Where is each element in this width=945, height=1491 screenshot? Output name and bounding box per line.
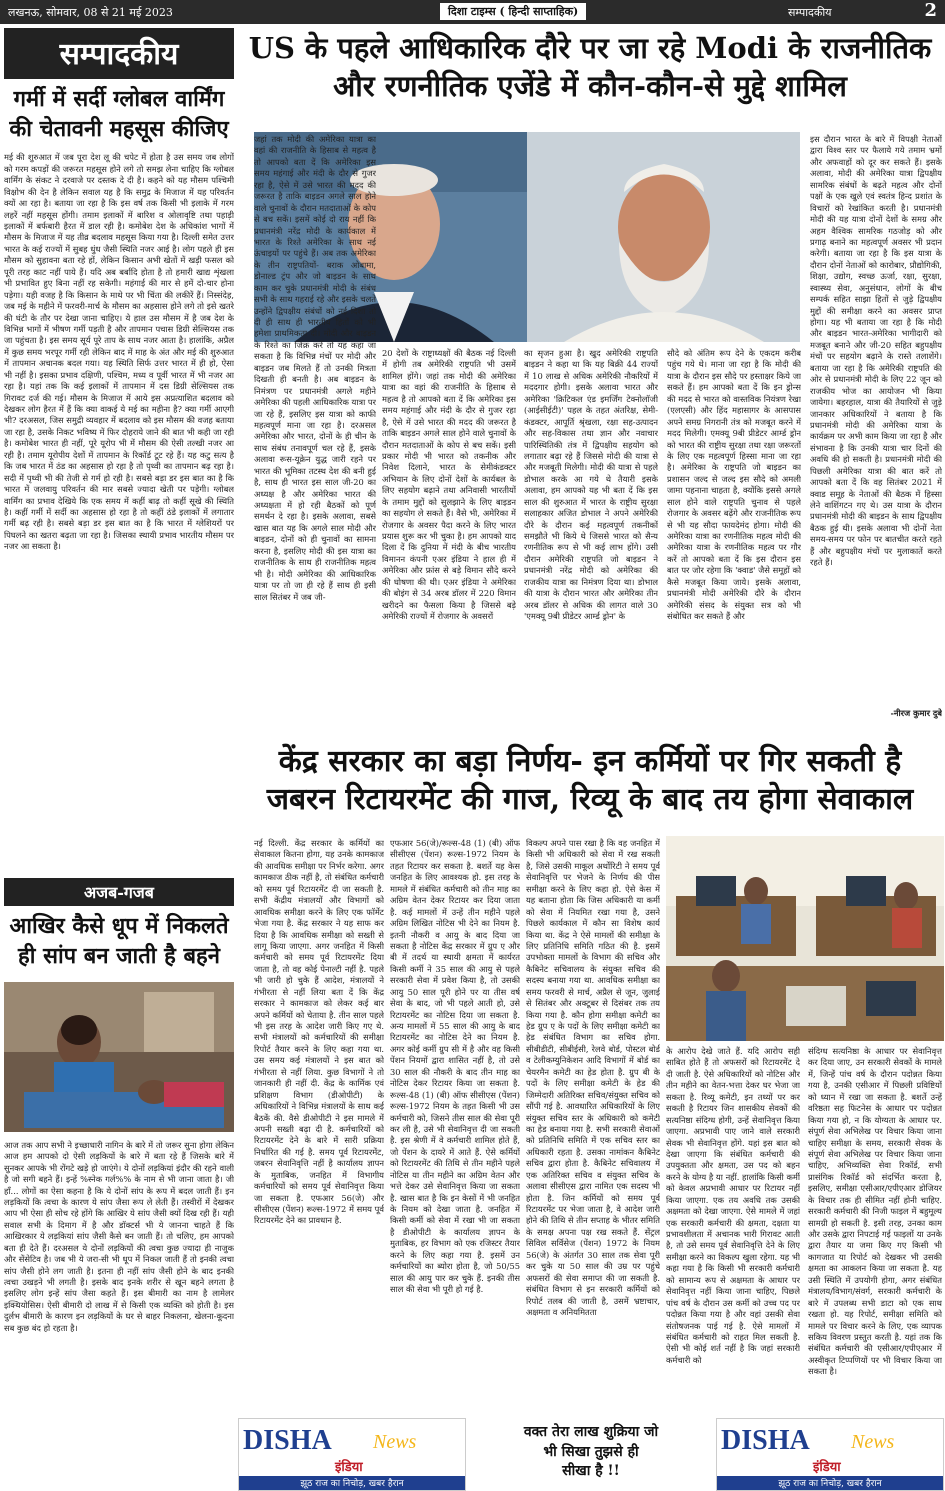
ad-quote-line2: भी सिखा तुझसे ही <box>543 1443 639 1460</box>
main-story-headline: US के पहले आधिकारिक दौरे पर जा रहे Modi के राजनीतिक और रणनीतिक एजेंडे में कौन-कौन-से मुद्दे शामिल <box>248 31 932 103</box>
editorial-column <box>4 28 234 1488</box>
disha-brand-right: DISHA <box>721 1425 810 1456</box>
header-page-number: 2 <box>924 0 937 21</box>
disha-brand-word-right: News <box>851 1431 895 1453</box>
ajab-gajab-label: अजब-गजब <box>4 878 234 906</box>
disha-brand-left: DISHA <box>243 1425 332 1456</box>
disha-news-logo-right <box>716 1418 944 1491</box>
main-story-col1: जहां तक मोदी की अमेरिका यात्रा का वहां की राजनीति के हिसाब से महत्व है तो आपको बता दें कि अमेरिका इस समय महंगाई और मंदी के दौर से गुजर रहा है, ऐसे में उसे भारत की मदद की जरूरत है ताकि बाइडन अगले साल होने वाले चुनावों के दौरान मतदाताओं के कोप से बच सकें। इसमें कोई दो राय नहीं कि प्रधानमंत्री नरेंद्र मोदी के कार्यकाल में भारत के रिश्ते अमेरिका के साथ नई ऊंचाइयों पर पहुंचे हैं। अब तक अमेरिका के तीन राष्ट्रपतियों- बराक ओबामा, डोनाल्ड ट्रंप और जो बाइडन के साथ काम कर चुके प्रधानमंत्री मोदी के संबंध सभी के साथ गहराई रहे और इसके चलते उन्होंने द्विपक्षीय संबंधों को नई दिशा तो दी ही साथ ही भारतीय हितों को भी हमेशा प्राथमिकता दी। मोदी और बाइडन के रिश्ते का जिक्र करें तो यह कहा जा सकता है कि विभिन्न मंचों पर मोदी और बाइडन जब मिलते हैं तो उनकी मित्रता दिखती ही बनती है। अब बाइडन के निमंत्रण पर प्रधानमंत्री अगले महीने अमेरिका की पहली आधिकारिक यात्रा पर जा रहे हैं, इसलिए इस यात्रा को काफी महत्वपूर्ण माना जा रहा है। दरअसल अमेरिका और भारत, दोनों के ही चीन के साथ संबंध तनावपूर्ण चल रहे हैं, इसके अलावा रूस-यूक्रेन युद्ध जारी रहने पर भारत की भूमिका तटस्थ देश की बनी हुई है, साथ ही भारत इस साल जी-20 का अध्यक्ष है और अमेरिका भारत की अध्यक्षता में हो रही बैठकों को पूर्ण समर्थन दे रहा है। इसके अलावा, सबसे खास बात यह कि अगले साल मोदी और बाइडन, दोनों को ही चुनावों का सामना करना है, इसलिए मोदी की इस यात्रा का राजनीतिक के साथ ही राजनीतिक महत्व भी है। मोदी अमेरिका की आधिकारिक यात्रा पर तो जा ही रहे हैं साथ ही इसी साल सितंबर में जब जी- <box>254 134 376 602</box>
snake-girls-body: आज तक आप सभी ने इच्छाधारी नागिन के बारे में तो जरूर सुना होगा लेकिन आज हम आपको दो ऐसी लड़कियों के बारे में बता रहे हैं जिसके बारे में सुनकर आपके भी रोंगटे खड़े हो जाएंगे। ये दोनों लड़कियां इंदौर की रहने वाली है जो सगी बहने हैं। इन्हें %स्नेक गर्ल%% के नाम से भी जाना जाता है। जी हाँ... लोगों का ऐसा कहना है कि ये दोनों सांप के रूप में बदल जाती हैं। इन लड़कियों कि त्वचा के कारण ये सांप जैसा रूप ले लेती हैं। तस्वीरों में देखकर आप भी ऐसा ही सोच रहे होंगे कि आखिर ये सांप जैसी क्यों दिख रही हैं। यही सवाल सभी के दिमाग में है और डॉक्टर्स भी ये जानना चाहते हैं कि आखिरकार ये लड़कियां सांप जैसी कैसे बन जाती हैं। तो चलिए, हम आपको बता ही देते हैं। दरअसल ये दोनों लड़कियों की त्वचा कुछ ज्यादा ही नाजुक और सेंसेटिव है। जब भी ये जरा-सी भी धूप में निकल जाती हैं तो इनकी त्वचा सांप जैसी होने लग जाती है। इतना ही नहीं सांप जैसी होने के बाद इनकी त्वचा उखड़ने भी लगती है। इसके बाद इनके शरीर से खून बहने लगता है इसलिए लोग इन्हें सांप जैसा कहते हैं। इस बीमारी का नाम है लामेलर इक्थियोसिस। ऐसी बीमारी दो लाख में से किसी एक व्यक्ति को होती है। इस दुर्लभ बीमारी के कारण इन लड़कियों के घर से बाहर निकलना, खेलना-कूदना सब कुछ बंद हो रहता है। <box>4 1139 234 1333</box>
main-story-byline: -नीरज कुमार दुबे <box>890 708 942 718</box>
ad-quote-line3: सीखा है !! <box>562 1463 620 1480</box>
ad-center-quote <box>466 1418 716 1491</box>
disha-news-logo-left <box>238 1418 466 1491</box>
snake-girls-photo <box>4 982 234 1132</box>
disha-tagline-right: झूठ राज का निचोड़, खबर हैरान <box>717 1476 943 1490</box>
header-section: सम्पादकीय <box>788 6 832 19</box>
main-story-col2b: का सृजन हुआ है। खुद अमेरिकी राष्ट्रपति बाइडन ने कहा था कि यह बिक्री 44 राज्यों में 10 लाख से अधिक अमेरिकी नौकरियों में मददगार होगी। इसके अलावा भारत और अमेरिका 'क्रिटिकल एंड इमर्जिंग टेक्नोलॉजी (आईसीईटी)' पहल के तहत अंतरिक्ष, सेमी-कंडक्टर, आपूर्ति श्रृंखला, रक्षा सह-उत्पादन और सह-विकास तथा ज्ञान और नवाचार पारिस्थितिकी तंत्र में द्विपक्षीय सहयोग को लगातार बढ़ा रहे हैं जिससे मोदी की यात्रा से और मजबूती मिलेगी। मोदी की यात्रा से पहले डोभाल करके आ गये थे तैयारी इसके अलावा, हम आपको यह भी बता दें कि इस साल की शुरुआत में भारत के राष्ट्रीय सुरक्षा सलाहकार अजित डोभाल ने अपने अमेरिकी दौरे के दौरान कई महत्वपूर्ण तकनीकों समझौते भी किये थे जिससे भारत को सैन्य रणनीतिक रूप से भी कई लाभ होंगे। उसी दौरान अमेरिकी राष्ट्रपति जो बाइडन ने प्रधानमंत्री नरेंद्र मोदी को अमेरिका की राजकीय यात्रा का निमंत्रण दिया था। डोभाल की यात्रा के दौरान भारत और अमेरिका तीन अरब डॉलर से अधिक की लागत वाले 30 'एमक्यू 9बी प्रीडेटर आर्म्ड ड्रोन' के <box>524 348 658 622</box>
second-story-col4a: के आरोप देखे जाते हैं. यदि आरोप सही साबित होते हैं तो अफसरों को रिटायरमेंट दे दी जाती है. ऐसे अधिकारियों को नोटिस और तीन महीने का वेतन-भत्ता देकर घर भेजा जा सकता है. रिव्यू कमेटी, इन तथ्यों पर कर सकती है रिटायर जिन शासकीय सेवकों की सत्यनिष्ठा संदिग्ध होगी, उन्हें सेवानिवृत्त किया जाएगा. अप्रभावी पाए जाने वाले सरकारी सेवक भी सेवानिवृत्त होंगे. यहां इस बात को देखा जाएगा कि संबंधित कर्मचारी की उपयुक्तता और क्षमता, उस पद को बहन करने के योग्य है या नहीं. हालांकि किसी कर्मी को केवल अप्रभावी आधार पर रिटायर नहीं किया जाएगा. एक तय अवधि तक उसकी अक्षमता को देखा जाएगा. ऐसे मामले में जहां एक सरकारी कर्मचारी की क्षमता, दक्षता या प्रभावशीलता में अचानक भारी गिरावट आती है, तो उसे समय पूर्व सेवानिवृत्ति देने के लिए समीक्षा करने का विकल्प खुला रहेगा. यह भी कहा गया है कि किसी भी सरकारी कर्मचारी को सामान्य रूप से अक्षमता के आधार पर सेवानिवृत्त नहीं किया जाना चाहिए, पिछले पांच वर्ष के दौरान उस कर्मी को उच्च पद पर पदोन्नत किया गया है और वहां उसकी सेवा संतोषजनक पाई गई है. ऐसे मामलों में संबंधित कर्मचारी को राहत मिल सकती है. ऐसी भी कोई शर्त नहीं है कि जहां सरकारी कर्मचारी को <box>666 1046 800 1365</box>
second-story-col1: नई दिल्ली. केंद्र सरकार के कर्मियों का सेवाकाल कितना होगा, यह उनके कामकाज की आवधिक समीक्षा पर निर्भर करेगा. अगर कामकाज ठीक नहीं है, तो संबंधित कर्मचारी को समय पूर्व रिटायरमेंट दी जा सकती है. सभी केंद्रीय मंत्रालयों और विभागों को आवधिक समीक्षा करने के लिए एक फॉर्मेट भेजा गया है. केंद्र सरकार ने यह साफ कर दिया है कि आवधिक समीक्षा को सख्ती से लागू किया जाएगा. अगर जनहित में किसी कर्मचारी को समय पूर्व रिटायरमेंट दिया जाता है, तो वह कोई पेनाल्टी नहीं है. पहले भी जारी हो चुके हैं आदेश, मंत्रालयों ने गंभीरता से नहीं लिया बता दें कि केंद्र सरकार ने कामकाज को लेकर कई बार अपने कर्मियों को चेताया है. तीन साल पहले भी इस तरह के आदेश जारी किए गए थे. सभी मंत्रालयों को कर्मचारियों की समीक्षा रिपोर्ट तैयार करने के लिए कहा गया था. उस समय कई मंत्रालयों ने इस बात को गंभीरता से नहीं लिया. कुछ विभागों ने तो जानकारी ही नहीं दी. केंद्र के कार्मिक एवं प्रशिक्षण विभाग (डीओपीटी) के अधिकारियों ने विभिन्न मंत्रालयों के साथ कई बैठकें की. वैसे डीओपीटी ने इस मामले में अपनी सख्ती बढ़ा दी है. कर्मचारियों को रिटायरमेंट देने के बारे में सारी प्रक्रिया निर्धारित की गई है. समय पूर्व रिटायरमेंट, जबरन सेवानिवृत्ति नहीं है कार्यालय ज्ञापन के मुताबिक, जनहित में विभागीय कर्मचारियों को समय पूर्व सेवानिवृत्त किया जा सकता है. एफआर 56(जे) और सीसीएस (पेंशन) रूल्स-1972 में समय पूर्व रिटायरमेंट देने का प्रावधान है. <box>254 838 384 1226</box>
snake-girls-headline: आखिर कैसे धूप में निकलते ही सांप बन जाती है बहने <box>9 913 229 970</box>
editorial-headline: गर्मी में सर्दी ग्लोबल वार्मिंग की चेतावनी महसूस कीजिए <box>9 86 229 142</box>
main-story-col4: इस दौरान भारत के बारे में विपक्षी नेताओं द्वारा विश्व स्तर पर फैलाये गये तमाम भ्रमों और अफवाहों को दूर कर सकते हैं। इसके अलावा, मोदी की अमेरिका यात्रा द्विपक्षीय सामरिक संबंधों के बढ़ते महत्व और दोनों पक्षों के एक खुले एवं स्वतंत्र हिन्द प्रशांत के विचारों को रेखांकित करती है। प्रधानमंत्री मोदी की यह यात्रा दोनों देशों के समग्र और अहम वैश्विक सामरिक गठजोड़ को और प्रगाढ़ बनाने का महत्वपूर्ण अवसर भी प्रदान करेगी। बताया जा रहा है कि इस यात्रा के दौरान दोनों नेताओं को कारोबार, प्रौद्योगिकी, शिक्षा, उद्योग, स्वच्छ ऊर्जा, रक्षा, सुरक्षा, स्वास्थ्य सेवा, अनुसंधान, लोगों के बीच सम्पर्क सहित साझा हितों से जुड़े द्विपक्षीय मुद्दों की समीक्षा करने का अवसर प्राप्त होगा। यह भी बताया जा रहा है कि मोदी और बाइडन भारत-अमेरिका भागीदारी को मजबूत बनाने और जी-20 सहित बहुपक्षीय मंचों पर सहयोग बढ़ाने के रास्ते तलाशेंगे। बताया जा रहा है कि अमेरिकी राष्ट्रपति की ओर से प्रधानमंत्री मोदी के लिए 22 जून को राजकीय भोज का आयोजन भी किया जायेगा। बहरहाल, यात्रा की तैयारियों से जुड़े जानकार अधिकारियों ने बताया है कि प्रधानमंत्री मोदी की अमेरिका यात्रा के कार्यक्रम पर अभी काम किया जा रहा है और संभावना है कि उनकी यात्रा चार दिनों की अवधि की हो सकती है। प्रधानमंत्री मोदी की पिछली अमेरिका यात्रा की बात करें तो आपको बता दें कि वह सितंबर 2021 में क्वाड समूह के नेताओं की बैठक में हिस्सा लेने वाशिंगटन गए थे। उस यात्रा के दौरान प्रधानमंत्री मोदी की बाइडन के साथ द्विपक्षीय बैठक हुई थी। इसके अलावा भी दोनों नेता समय-समय पर फोन पर बातचीत करते रहते हैं और बहुपक्षीय मंचों पर मुलाकातें करते रहते हैं। <box>810 134 942 568</box>
second-story-col3: विकल्प अपने पास रखा है कि वह जनहित में किसी भी अधिकारी को सेवा में रख सकती है, जिसे उसकी माकूल अर्थोरिटी ने समय पूर्व सेवानिवृत्ति पर भेजने के निर्णय की पीस समीक्षा करने के लिए कहा हो. ऐसे केस में यह बताना होता कि जिस अधिकारी या कर्मी को सेवा में नियमित रखा गया है, उसने पिछले कार्यकाल में कौन सा विशेष कार्य किया था. केंद्र ने ऐसे मामलों की समीक्षा के लिए प्रतिनिधि समिति गठित की है. इसमें उपभोक्ता मामलों के विभाग की सचिव और कैबिनेट सचिवालय के संयुक्त सचिव की सदस्य बनाया गया था. आवधिक समीक्षा का समय फरवरी से मार्च, अप्रैल से जून, जुलाई से सितंबर और अक्टूबर से दिसंबर तक तय किया गया है. कौन होगा समीक्षा कमेटी का हेड ग्रुप ए के पदों के लिए समीक्षा कमेटी का हेड संबंधित विभाग का सचिव होगा. सीबीडीटी, सीबीईसी, रेलवे बोर्ड, पोस्टल बोर्ड व टेलीकम्युनिकेशन आदि विभागों में बोर्ड का चेयरमैन कमेटी का हेड होता है. ग्रुप बी के पदों के लिए समीक्षा कमेटी के हेड की जिम्मेदारी अतिरिक्त सचिव/संयुक्त सचिव को सौंपी गई है. आवधारित अधिकारियों के लिए संयुक्त सचिव स्तर के अधिकारी को कमेटी का हेड बनाया गया है. सभी सरकारी सेवाओं को प्रतिनिधि समिति में एक सचिव स्तर का अधिकारी रहता है. उसका नामांकन कैबिनेट सचिव द्वारा होता है. कैबिनेट सचिवालय में एक अतिरिक्त सचिव व संयुक्त सचिव के अलावा सीसीएस द्वारा नामित एक सदस्य भी होता है. जिन कर्मियों को समय पूर्व रिटायरमेंट पर भेजा जाता है, वे आदेश जारी होने की तिथि से तीन सप्ताह के भीतर समिति के समक्ष अपना पक्ष रख सकते हैं. सेंट्रल सिविल सर्विसेज (पेंशन) 1972 के नियम 56(जे) के अंतर्गत 30 साल तक सेवा पूरी कर चुके या 50 साल की उम्र पर पहुंचे अफसरों की सेवा समाप्त की जा सकती है. संबंधित विभाग से इन सरकारी कर्मियों को रिपोर्ट तलब की जाती है, उसमें भ्रष्टाचार, अक्षमता व अनियमितता <box>526 838 660 1317</box>
ad-quote-line1: वक्त तेरा लाख शुक्रिया जो <box>523 1424 659 1440</box>
editorial-label: सम्पादकीय <box>4 28 234 79</box>
office-workers-photo <box>666 836 944 1041</box>
second-story-col2: एफआर 56(जे)/रूल्स-48 (1) (बी) ऑफ सीसीएस (पेंशन) रूल्स-1972 नियम के तहत रिटायर कर सकता है. बशर्ते यह केस जनहित के लिए आवश्यक हो. इस तरह के मामले में संबंधित कर्मचारी को तीन माह का अग्रिम वेतन देकर रिटायर कर दिया जाता है. कई मामलों में उन्हें तीन महीने पहले अग्रिम लिखित नोटिस भी देने का नियम है. इतनी नौकरी व आयु के बाद दिया जा सकता है नोटिस केंद्र सरकार में ग्रुप ए और बी में तदर्थ या स्थायी क्षमता में कार्यरत किसी कर्मी ने 35 साल की आयु से पहले सरकारी सेवा में प्रवेश किया है, तो उसकी आयु 50 साल पूरी होने पर या तीस वर्ष सेवा के बाद, जो भी पहले आती हो, उसे रिटायरमेंट का नोटिस दिया जा सकता है. अन्य मामलों में 55 साल की आयु के बाद रिटायरमेंट का नोटिस देने का नियम है. अगर कोई कर्मी ग्रुप सी में है और वह किसी पेंशन नियमों द्वारा शासित नहीं है, तो उसे 30 साल की नौकरी के बाद तीन माह का नोटिस देकर रिटायर किया जा सकता है. रूल्स-48 (1) (बी) ऑफ सीसीएस (पेंशन) रूल्स-1972 नियम के तहत किसी भी उस कर्मचारी को, जिसने तीस साल की सेवा पूरी कर ली है, उसे भी सेवानिवृत्त दी जा सकती है. इस श्रेणी में वे कर्मचारी शामिल होते हैं, जो पेंशन के दायरे में आते हैं. ऐसे कर्मियों को रिटायरमेंट की तिथि से तीन महीने पहले नोटिस या तीन महीने का अग्रिम वेतन और भत्ते देकर उसे सेवानिवृत्त किया जा सकता है. खास बात है कि इन केसों में भी जनहित के नियम को देखा जाता है. जनहित में किसी कर्मी को सेवा में रखा भी जा सकता है डीओपीटी के कार्यालय ज्ञापन के मुताबिक, हर विभाग को एक रजिस्टर तैयार करने के लिए कहा गया है. इसमें उन कर्मचारियों का ब्योरा होता है, जो 50/55 साल की आयु पार कर चुके हैं. इनकी तीस साल की सेवा भी पूरी हो गई है. <box>390 838 520 1295</box>
page-header-bar <box>0 0 945 24</box>
disha-tagline-left: झूठ राज का निचोड़, खबर हैरान <box>239 1476 465 1490</box>
header-newspaper-name: दिशा टाइम्स ( हिन्दी साप्ताहिक) <box>440 3 586 20</box>
disha-news-ad-strip <box>238 1418 945 1491</box>
main-story-col2a: 20 देशों के राष्ट्राध्यक्षों की बैठक नई दिल्ली में होगी तब अमेरिकी राष्ट्रपति भी उसमें शामिल होंगे। जहां तक मोदी की अमेरिका यात्रा का वहां की राजनीति के हिसाब से महत्व है तो आपको बता दें कि अमेरिका इस समय महंगाई और मंदी के दौर से गुजर रहा है, ऐसे में उसे भारत की मदद की जरूरत है ताकि बाइडन अगले साल होने वाले चुनावों के दौरान मतदाताओं के कोप से बच सकें। इसी प्रकार मोदी भी भारत को तकनीक और निवेश दिलाने, भारत के सेमीकंडक्टर अभियान के लिए दोनों देशों के कार्यबल के लिए सहयोग बढ़ाने तथा अनिवासी भारतीयों के तमाम मुद्दों को सुलझाने के लिए बाइडन का सहयोग ले सकते हैं। वैसे भी, अमेरिका में रोजगार के अवसर पैदा करने के लिए भारत प्रयास शुरू कर भी चुका है। हम आपको याद दिला दें कि दुनिया में मंदी के बीच भारतीय विमानन कंपनी एअर इंडिया ने हाल ही में अमेरिका और फ्रांस से बड़े विमान सौदे करने की घोषणा की थी। एअर इंडिया ने अमेरिका की बोइंग से 34 अरब डॉलर में 220 विमान खरीदने का फैसला किया है जिससे बड़े अमेरिकी राज्यों में रोजगार के अवसरों <box>382 348 516 622</box>
disha-brand-sub-left: इंडिया <box>335 1460 363 1475</box>
disha-brand-word-left: News <box>373 1431 417 1453</box>
second-story-col4b: संदिग्ध सत्यनिष्ठा के आधार पर सेवानिवृत्त कर दिया जाए, उन सरकारी सेवकों के मामले में, जिन्हें पांच वर्ष के दौरान पदोन्नत किया गया है, उनकी एसीआर में पिछली प्रविष्टियों को ध्यान में रखा जा सकता है. बशर्ते उन्हें वरिष्ठता सह फिटनेस के आधार पर पदोन्नत किया गया हो, न कि योग्यता के आधार पर. संपूर्ण सेवा अभिलेख पर विचार किया जाना चाहिए समीक्षा के समय, सरकारी सेवक के संपूर्ण सेवा अभिलेख पर विचार किया जाना चाहिए, अभिव्यक्ति सेवा रिकॉर्ड, सभी प्रासंगिक रिकॉर्ड को संदर्भित करता है, इसलिए, समीक्षा एसीआर/एपीएआर डोजियर के विचार तक ही सीमित नहीं होनी चाहिए. सरकारी कर्मचारी की निजी फाइल में बहुमूल्य सामग्री हो सकती है. इसी तरह, उनका काम और उसके द्वारा निपटाई गई फाइलों या उनके द्वारा तैयार या जमा किए गए किसी भी कागजात या रिपोर्ट को देखकर भी उसकी क्षमता का आकलन किया जा सकता है. यह उसी स्थिति में उपयोगी होगा, अगर संबंधित मंत्रालय/विभाग/संवर्ग, सरकारी कर्मचारी के बारे में उपलब्ध सभी डाटा को एक साथ रखता हो. यह रिपोर्ट, समीक्षा समिति को मामले पर विचार करने के लिए, एक व्यापक सकिय विवरण प्रस्तुत करती है. यहां तक कि संबंधित कर्मचारी की एसीआर/एपीएआर में अस्वीकृत टिप्पणियों पर भी विचार किया जा सकता है। <box>808 1046 942 1377</box>
header-date: लखनऊ, सोमवार, 08 से 21 मई 2023 <box>8 6 173 19</box>
editorial-body: मई की शुरुआत में जब पूरा देश लू की चपेट में होता है उस समय जब लोगों को गरम कपड़ों की जरूरत महसूस होने लगे तो समझ लेना चाहिए कि ग्लोबल वार्मिंग के संकट ने दरवाजे पर दस्तक दे दी है। कहने को यह मौसम पश्चिमी विक्षोभ की देन है लेकिन सवाल यह है कि समुद्र के मिजाज में यह परिवर्तन क्यों आ रहा है। बताया जा रहा है कि इस वर्ष तक किसी भी इलाके में गरम लहरें नहीं महसूस होंगी। तमाम इलाकों में बारिश व ओलावृष्टि तथा पहाड़ी इलाकों में बर्फबारी हैरत में डाल रही है। कमोबेश देश के अधिकांश भागों में मौसम के मिजाज में यह तीव्र बदलाव महसूस किया गया है। दिल्ली समेत उत्तर भारत के कई राज्यों में सुबह धुंध जैसी स्थिति नजर आई है। लोग पहले ही इस मौसम को सुहावना बता रहे हों, लेकिन किसान अभी खेतों में खड़ी फसल को पूरी तरह काट नहीं पाये हैं। यदि अब बर्बादि होता है तो हमारी खाद्य शृंखला भी प्रभावित हुए बिना नहीं रह सकेगी। महंगाई की मार से हमें दो-चार होना पड़ेगा। यही वजह है कि किसान के माथे पर भी चिंता की लकीरें हैं। निस्संदेह, जब मई के महीने में फरवरी-मार्च के मौसम का अहसास होने लगे तो इसे खतरे की घंटी के तौर पर देखा जाना चाहिए। ये हाल उस मौसम में है जब देश के विभिन्न भागों में भीषण गर्मी पड़ती है और तापमान पचास डिग्री सेल्सियस तक जा पहुंचता है। इस समय सूर्य पूरे ताप के साथ नजर आता है। हालांकि, अप्रैल में कुछ समय भरपूर गर्मी रही लेकिन बाद में माह के अंत और मई की शुरुआत में तापमान अचानक बदल गया। यह स्थिति सिर्फ उत्तर भारत में ही हो, ऐसा भी नहीं है। इसका प्रभाव दक्षिणी, पश्चिम, मध्य व पूर्वी भारत में भी नजर आ रहा है। यहां तक कि कई इलाकों में तापमान में दस डिग्री सेल्सियस तक गिरावट दर्ज की गई। मौसम के मिजाज में आये इस अप्रत्याशित बदलाव को देखकर लोग हैरत में हैं कि क्या वाकई ये मई का महीना है? क्या गर्मी आएगी भी? दरअसल, जिस समुद्री व्यवहार में बदलाव को इस मौसम की वजह बताया जा रहा है, उसके निकट भविष्य में फिर दोहराये जाने की बात भी कही जा रही है। कमोबेश भारत ही नहीं, पूरे यूरोप भी में मौसम की ऐसी तल्खी नजर आ रही है। तमाम यूरोपीय देशों में तापमान के रिकॉर्ड टूट रहे हैं। यह कटु सत्य है कि जब भारत में ठंड का अहसास हो रहा है तो पृथ्वी का तापमान बढ़ रहा है। सदी में पृथ्वी भी की तेजी से गर्म हो रही है। सबसे बड़ा डर इस बात का है कि भारत में जलवायु परिवर्तन की मार सबसे ज्यादा खेती पर पड़ेगी। ग्लोबल वार्मिंग का प्रभाव देखिये कि एक समय में कहीं बाढ़ तो कहीं सूखे की स्थिति है। कहीं गर्मी में सर्दी का अहसास हो रहा है तो कहीं ठंडे इलाकों में लगातार गर्मी बढ़ रही है। सबसे बड़ा डर इस बात का है कि भारत में ग्लेशियरों पर पिघलने का खतरा बढ़ता जा रहा है। जिसका स्थायी प्रभाव भारतीय मौसम पर नजर आ सकता है। <box>4 152 234 552</box>
disha-brand-sub-right: इंडिया <box>813 1460 841 1475</box>
second-story-headline: केंद्र सरकार का बड़ा निर्णय- इन कर्मियों पर गिर सकती है जबरन रिटायरमेंट की गाज, रिव्यू के बाद तय होगा सेवाकाल <box>266 744 914 817</box>
main-story-col3: सौदे को अंतिम रूप देने के एकदम करीब पहुंच गये थे। माना जा रहा है कि मोदी की यात्रा के दौरान इस सौदे पर हस्ताक्षर किये जा सकते हैं। हम आपको बता दें कि इन ड्रोन्स की मदद से भारत को वास्तविक नियंत्रण रेखा (एलएसी) और हिंद महासागर के आसपास अपने समग्र निगरानी तंत्र को मजबूत करने में मदद मिलेगी। एमक्यू 9बी प्रीडेटर आर्म्ड ड्रोन को भारत की राष्ट्रीय सुरक्षा तथा रक्षा जरूरतों के लिए एक महत्वपूर्ण हिस्सा माना जा रहा है। अमेरिका के राष्ट्रपति जो बाइडन का प्रशासन जल्द से जल्द इस सौदे को अमली जामा पहनाना चाहता है, क्योंकि इससे अगले साल होने वाले राष्ट्रपति चुनाव से पहले रोजगार के अवसर बढ़ेंगे और राजनीतिक रूप से भी यह सौदा फायदेमंद होगा। मोदी की अमेरिका यात्रा का रणनीतिक महत्व मोदी की अमेरिका यात्रा के रणनीतिक महत्व पर गौर करें तो आपको बता दें कि इस दौरान इस बात पर जोर रहेगा कि 'क्वाड' जैसे समूहों को कैसे मजबूत किया जाये। इसके अलावा, प्रधानमंत्री मोदी अमेरिकी दौरे के दौरान अमेरिकी संसद के संयुक्त सत्र को भी संबोधित कर सकते हैं और <box>667 348 801 622</box>
